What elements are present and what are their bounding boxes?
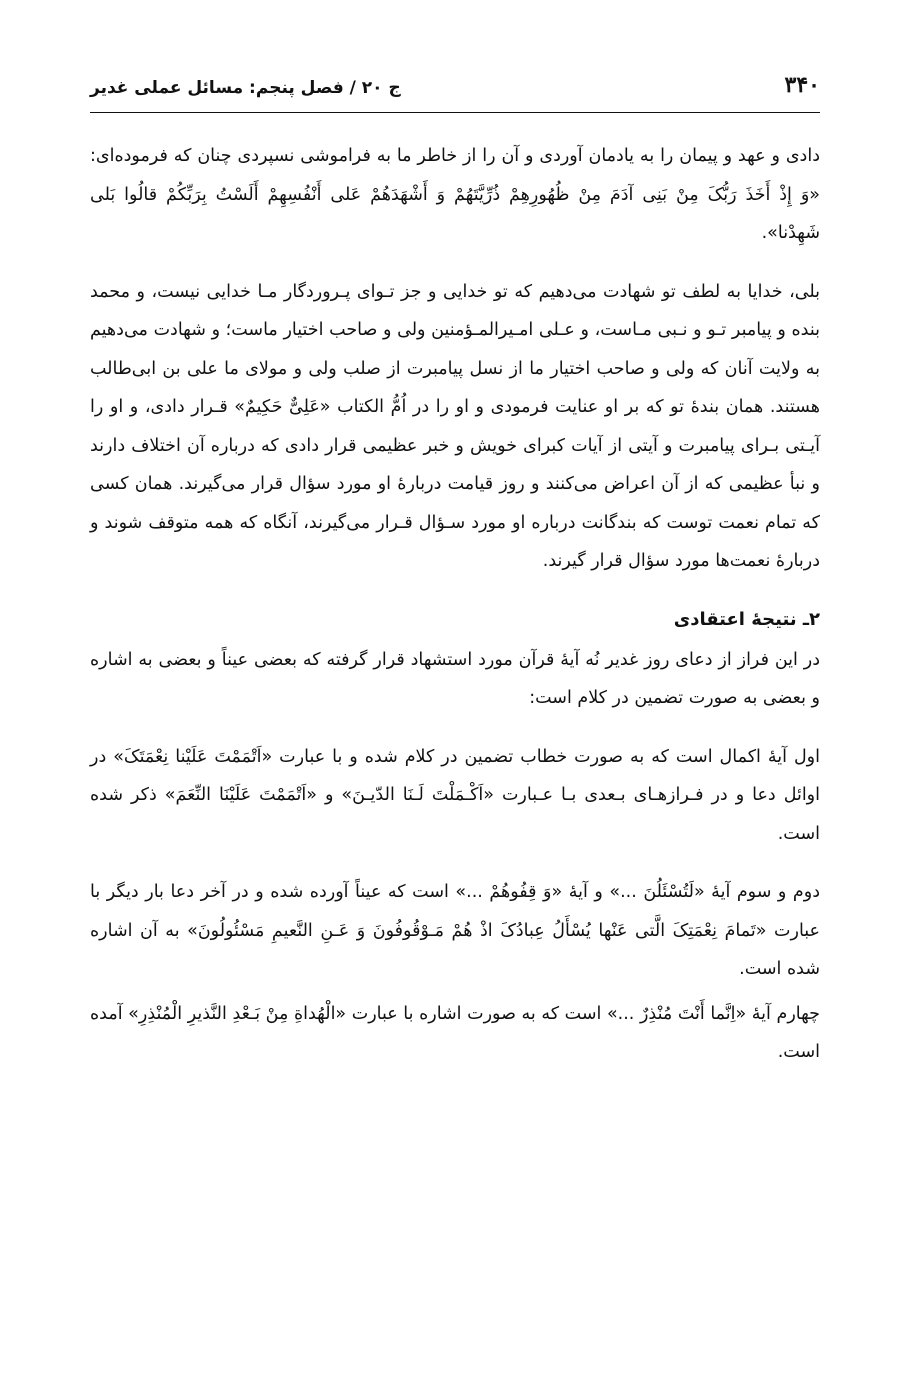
page-body: [90, 137, 820, 1072]
paragraph-first-verse: اول آیهٔ اکمال است که به صورت خطاب تضمین در کلام شده و با عبارت «اَتْمَمْتَ عَلَیْنا نِعْمَتَکَ» در اوائل دعا و در فـرازهـای بـعدی بـا عـبارت «اَکْـمَلْتَ لَـنَا الدّیـنَ» و «اَتْمَمْتَ عَلَیْنَا النِّعَمَ» ذکر شده است.: [90, 746, 820, 844]
section-heading: ۲ـ نتیجهٔ اعتقادی: [673, 608, 820, 630]
page-header: [90, 58, 820, 113]
paragraph-fourth-verse: چهارم آیهٔ «اِنَّما أَنْتَ مُنْذِرٌ ...» است که به صورت اشاره با عبارت «الْهُداةِ مِنْ بَـعْدِ النَّذیرِ الْمُنْذِرِ» آمده است.: [90, 1003, 820, 1062]
paragraph-second-third-verse: دوم و سوم آیهٔ «لَتُسْئَلُنَ ...» و آیهٔ «وَ قِفُوهُمْ ...» است که عیناً آورده شده و در آخر دعا بار دیگر با عبارت «تَمامَ نِعْمَتِکَ الَّتی عَنْها یُسْأَلُ عِبادُکَ اذْ هُمْ مَـوْقُوفُونَ وَ عَـنِ النَّعیمِ مَسْئُولُونَ» به آن اشاره شده است.: [90, 882, 820, 979]
running-head: ج ۲۰ / فصل پنجم: مسائل عملی غدیر: [90, 78, 401, 98]
paragraph-testimony: بلی، خدایا به لطف تو شهادت می‌دهیم که تو خدایی و جز تـوای پـروردگار مـا خدایی نیست، و محمد بنده و پیامبر تـو و نـبی مـاست، و عـلی امـیرالمـؤمنین ولی و صاحب اختیار ماست؛ و شهادت می‌دهیم به ولایت آنان که ولی و صاحب اختیار ما از نسل پیامبرت از صلب ولی و مولای ما علی بن ابی‌طالب هستند. همان بندهٔ تو که بر او عنایت فرمودی و او را در اُمُّ الکتاب «عَلِیٌّ حَکِیمٌ» قـرار دادی، و او را آیـتی بـرای پیامبرت و آیتی از آیات کبرای خویش و خبر عظیمی قرار دادی که درباره آن اختلاف دارند و نبأ عظیمی که از آن اعراض می‌کنند و روز قیامت دربارهٔ او مورد سؤال قرار می‌گیرند. همان کسی که تمام نعمت توست که بندگانت درباره او مورد سـؤال قـرار می‌گیرند، آنگاه که همه متوقف شوند و دربارهٔ نعمت‌ها مورد سؤال قرار گیرند.: [90, 281, 820, 571]
page-number: ۳۴۰: [784, 72, 820, 98]
book-page: [90, 58, 820, 1092]
paragraph-covenant: دادی و عهد و پیمان را به یادمان آوردی و آن را از خاطر ما به فراموشی نسپردی چنان که فرموده‌ای: «وَ إِذْ أَخَذَ رَبُّکَ مِنْ بَنِی آدَمَ مِنْ ظُهُورِهِمْ ذُرِّیَّتَهُمْ وَ أَشْهَدَهُمْ عَلی أَنْفُسِهِمْ أَلَسْتُ بِرَبِّکُمْ قالُوا بَلی شَهِدْنا».: [90, 146, 820, 243]
paragraph-section-intro: در این فراز از دعای روز غدیر نُه آیهٔ قرآن مورد استشهاد قرار گرفته که بعضی عیناً و بعضی به اشاره و بعضی به صورت تضمین در کلام است:: [90, 649, 820, 708]
